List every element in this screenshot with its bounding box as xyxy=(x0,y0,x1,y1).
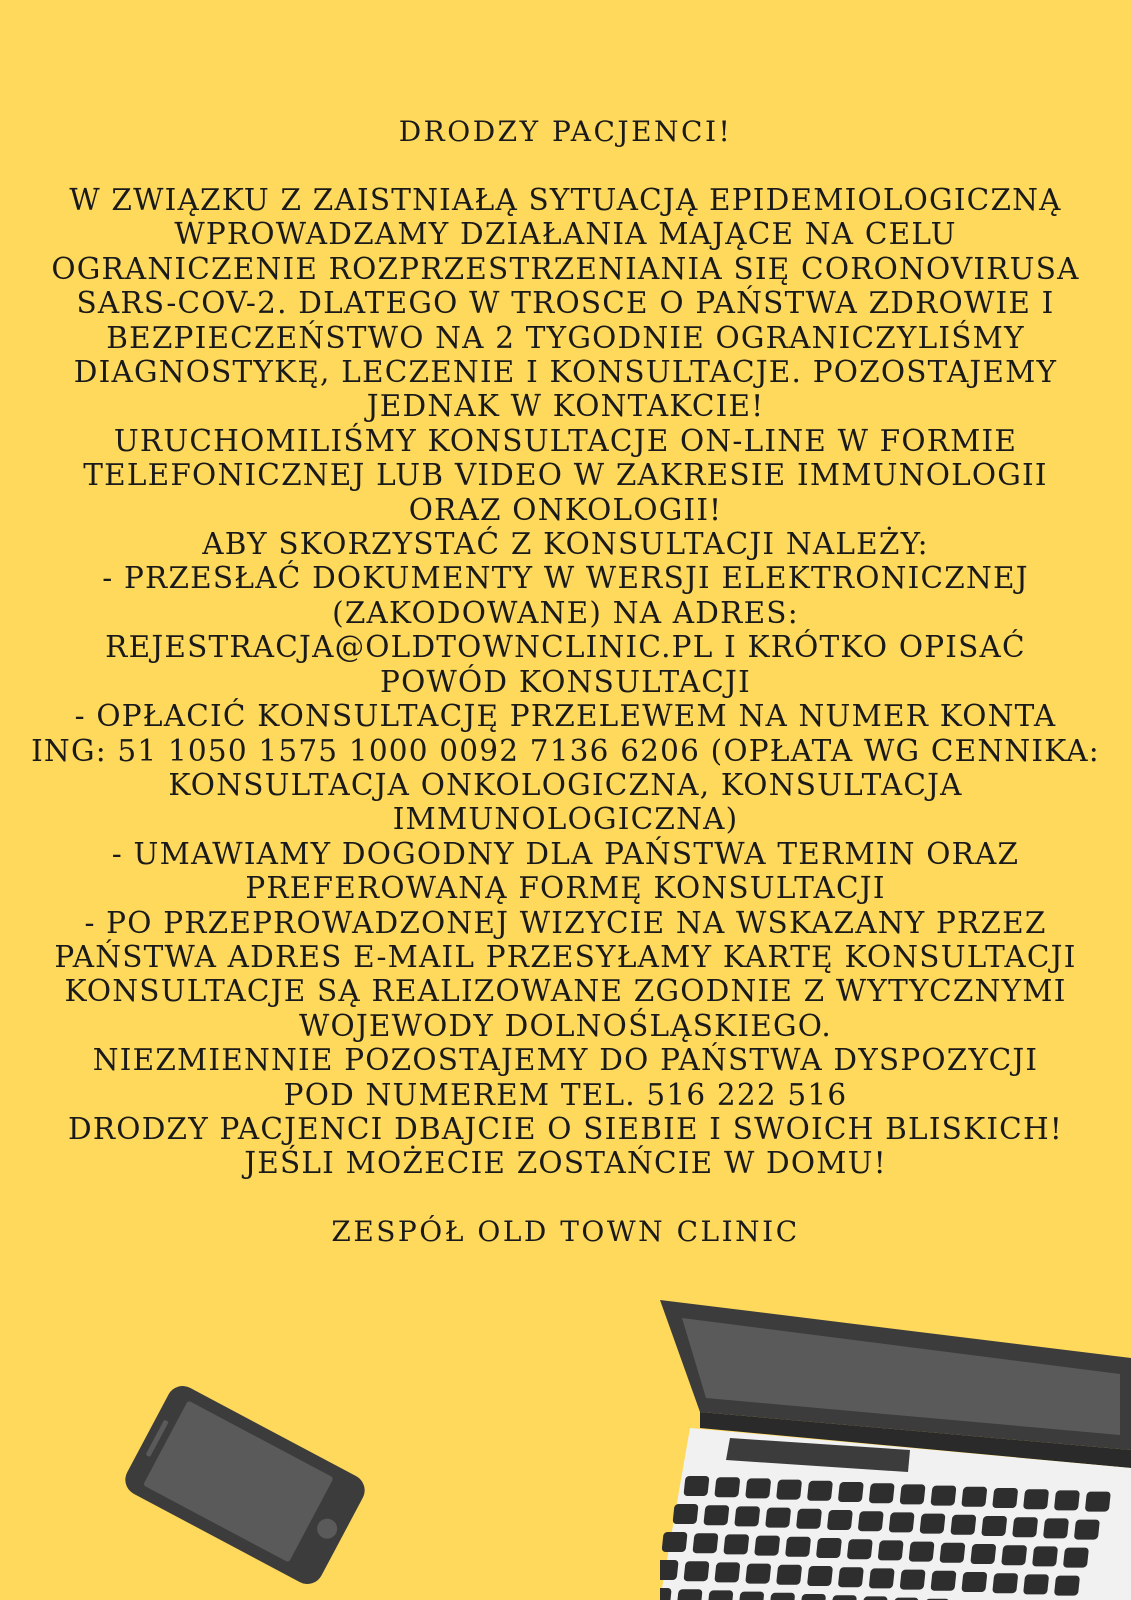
laptop-key xyxy=(1023,1489,1049,1509)
laptop-key xyxy=(769,1593,795,1600)
laptop-key xyxy=(776,1565,802,1585)
laptop-key xyxy=(950,1515,976,1535)
laptop-key xyxy=(831,1595,857,1600)
laptop-key xyxy=(1043,1518,1069,1538)
laptop-key xyxy=(889,1512,915,1532)
laptop-key xyxy=(930,1486,956,1506)
laptop-key xyxy=(683,1561,709,1581)
laptop-key xyxy=(660,1588,672,1600)
laptop-key xyxy=(1063,1548,1089,1568)
laptop-key xyxy=(1032,1546,1058,1566)
notice-line: (ZAKODOWANE) NA ADRES: xyxy=(332,595,799,630)
laptop-key xyxy=(1054,1576,1080,1596)
smartphone-icon xyxy=(110,1380,380,1590)
notice-line: OGRANICZENIE ROZPRZESTRZENIANIA SIĘ CORONOVIRUSA xyxy=(51,251,1080,286)
laptop-key xyxy=(878,1540,904,1560)
laptop-key xyxy=(672,1504,698,1524)
notice-line: KONSULTACJA ONKOLOGICZNA, KONSULTACJA xyxy=(168,767,963,802)
laptop-key xyxy=(900,1570,926,1590)
laptop-key xyxy=(692,1533,718,1553)
notice-line: TELEFONICZNEJ LUB VIDEO W ZAKRESIE IMMUNOLOGII xyxy=(83,458,1048,493)
laptop-key xyxy=(961,1572,987,1592)
notice-body xyxy=(0,183,1131,1181)
laptop-key xyxy=(939,1543,965,1563)
notice-line: KONSULTACJE SĄ REALIZOWANE ZGODNIE Z WYTYCZNYMI xyxy=(64,974,1067,1009)
notice-line: PAŃSTWA ADRES E-MAIL PRZESYŁAMY KARTĘ KONSULTACJI xyxy=(54,939,1077,974)
laptop-key xyxy=(723,1534,749,1554)
laptop-key xyxy=(714,1477,740,1497)
laptop-key xyxy=(785,1537,811,1557)
notice-line: NIEZMIENNIE POZOSTAJEMY DO PAŃSTWA DYSPOZYCJI xyxy=(92,1043,1039,1078)
notice-line: JEŚLI MOŻECIE ZOSTAŃCIE W DOMU! xyxy=(244,1146,887,1181)
laptop-key xyxy=(930,1571,956,1591)
laptop-key xyxy=(838,1482,864,1502)
notice-line: PREFEROWANĄ FORMĘ KONSULTACJI xyxy=(245,871,886,906)
laptop-key xyxy=(734,1506,760,1526)
laptop-key xyxy=(714,1562,740,1582)
laptop-key xyxy=(1023,1574,1049,1594)
notice-line-phone: POD NUMEREM TEL. 516 222 516 xyxy=(283,1077,848,1112)
notice-line: JEDNAK W KONTAKCIE! xyxy=(366,389,765,424)
laptop-key xyxy=(992,1573,1018,1593)
notice-line: DRODZY PACJENCI DBAJCIE O SIEBIE I SWOICH BLISKICH! xyxy=(68,1111,1063,1146)
notice-line: POWÓD KONSULTACJI xyxy=(380,664,751,699)
notice-line: W ZWIĄZKU Z ZAISTNIAŁĄ SYTUACJĄ EPIDEMIOLOGICZNĄ xyxy=(69,183,1062,217)
laptop-key xyxy=(838,1567,864,1587)
laptop-key xyxy=(992,1488,1018,1508)
notice-line-email: REJESTRACJA@OLDTOWNCLINIC.PL I KRÓTKO OPISAĆ xyxy=(105,630,1026,665)
notice-line: - PRZESŁAĆ DOKUMENTY W WERSJI ELEKTRONICZNEJ xyxy=(102,561,1029,596)
laptop-key xyxy=(858,1511,884,1531)
laptop-key xyxy=(745,1478,771,1498)
notice-line: ORAZ ONKOLOGII! xyxy=(408,492,723,527)
notice-line: BEZPIECZEŃSTWO NA 2 TYGODNIE OGRANICZYLIŚMY xyxy=(106,320,1025,355)
laptop-key xyxy=(919,1514,945,1534)
laptop-key xyxy=(662,1532,688,1552)
laptop-key xyxy=(816,1538,842,1558)
laptop-key xyxy=(660,1560,679,1580)
notice-line: WPROWADZAMY DZIAŁANIA MAJĄCE NA CELU xyxy=(174,217,957,252)
notice-line: ABY SKORZYSTAĆ Z KONSULTACJI NALEŻY: xyxy=(202,527,929,562)
laptop-key xyxy=(807,1481,833,1501)
laptop-key xyxy=(807,1566,833,1586)
laptop-key xyxy=(981,1516,1007,1536)
laptop-key xyxy=(800,1594,826,1600)
laptop-key xyxy=(847,1539,873,1559)
notice-line: - OPŁACIĆ KONSULTACJĘ PRZELEWEM NA NUMER KONTA xyxy=(74,699,1057,734)
notice-heading: DRODZY PACJENCI! xyxy=(398,115,733,148)
notice-line: - PO PRZEPROWADZONEJ WIZYCIE NA WSKAZANY PRZEZ xyxy=(84,905,1047,940)
notice-signature: ZESPÓŁ OLD TOWN CLINIC xyxy=(331,1214,800,1248)
laptop-icon xyxy=(660,1300,1131,1600)
laptop-key xyxy=(796,1509,822,1529)
laptop-key xyxy=(1085,1492,1111,1512)
notice-line: URUCHOMILIŚMY KONSULTACJE ON-LINE W FORMIE xyxy=(113,423,1018,458)
laptop-key xyxy=(961,1487,987,1507)
notice-line: WOJEWODY DOLNOŚLĄSKIEGO. xyxy=(298,1008,833,1043)
notice-line: IMMUNOLOGICZNA) xyxy=(392,802,739,837)
notice-line-account-number: ING: 51 1050 1575 1000 0092 7136 6206 (OPŁATA WG CENNIKA: xyxy=(31,733,1100,768)
laptop-key xyxy=(683,1476,709,1496)
laptop-key xyxy=(1012,1517,1038,1537)
notice-line: DIAGNOSTYKĘ, LECZENIE I KONSULTACJE. POZOSTAJEMY xyxy=(73,355,1058,390)
laptop-key xyxy=(970,1544,996,1564)
laptop-key xyxy=(703,1505,729,1525)
laptop-key xyxy=(677,1589,703,1600)
laptop-key xyxy=(707,1590,733,1600)
laptop-key xyxy=(827,1510,853,1530)
laptop-key xyxy=(765,1508,791,1528)
laptop-key xyxy=(1054,1490,1080,1510)
laptop-key xyxy=(1001,1545,1027,1565)
laptop-key xyxy=(745,1564,771,1584)
notice-line: SARS-COV-2. DLATEGO W TROSCE O PAŃSTWA ZDROWIE I xyxy=(76,286,1055,321)
laptop-key xyxy=(776,1480,802,1500)
clinic-notice xyxy=(0,115,1131,1249)
laptop-key xyxy=(754,1536,780,1556)
laptop-key xyxy=(900,1484,926,1504)
laptop-key xyxy=(909,1542,935,1562)
notice-line: - UMAWIAMY DOGODNY DLA PAŃSTWA TERMIN ORAZ xyxy=(111,836,1020,871)
laptop-key xyxy=(738,1592,764,1600)
laptop-key xyxy=(869,1568,895,1588)
laptop-key xyxy=(869,1483,895,1503)
laptop-key xyxy=(1074,1520,1100,1540)
